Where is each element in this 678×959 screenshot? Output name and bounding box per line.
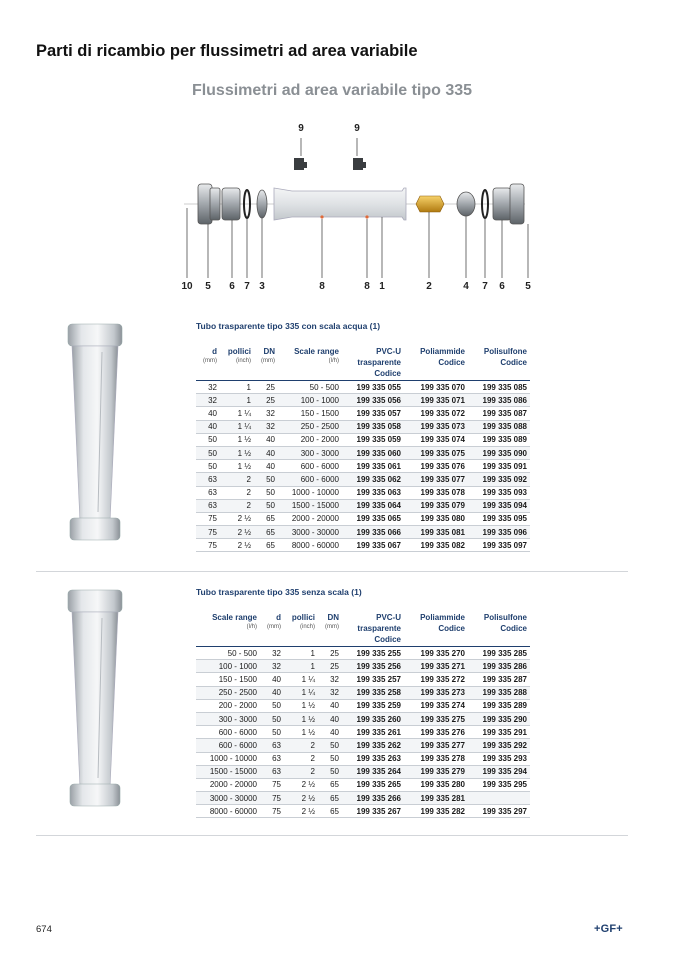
- table-cell: 75: [260, 778, 284, 791]
- table-cell: 32: [318, 686, 342, 699]
- table-cell: 2: [284, 739, 318, 752]
- table-cell: 65: [254, 539, 278, 552]
- page-number: 674: [36, 924, 52, 935]
- table-cell: 50 - 500: [278, 381, 342, 394]
- table-cell: 1000 - 10000: [278, 486, 342, 499]
- table-cell: 199 335 081: [404, 526, 468, 539]
- table-row: [196, 539, 530, 552]
- callout-label: 5: [205, 281, 211, 292]
- table-cell: 25: [254, 394, 278, 407]
- table-cell: 199 335 264: [342, 765, 404, 778]
- table-cell: 199 335 095: [468, 512, 530, 525]
- table-row: [196, 433, 530, 446]
- table-cell: 199 335 276: [404, 726, 468, 739]
- table-cell: 199 335 279: [404, 765, 468, 778]
- table-cell: 199 335 297: [468, 805, 530, 818]
- table-cell: 200 - 2000: [196, 699, 260, 712]
- table-cell: 600 - 6000: [196, 739, 260, 752]
- table-cell: 2: [284, 765, 318, 778]
- table-cell: 199 335 258: [342, 686, 404, 699]
- table-cell: 63: [196, 486, 220, 499]
- table-cell: 199 335 080: [404, 512, 468, 525]
- table-cell: 199 335 255: [342, 647, 404, 660]
- table-cell: 199 335 066: [342, 526, 404, 539]
- table-row: [196, 726, 530, 739]
- callout-label: 9: [298, 123, 304, 134]
- table-cell: 250 - 2500: [278, 420, 342, 433]
- callout-label: 8: [364, 281, 370, 292]
- column-header: Poliammide Codice: [404, 612, 468, 647]
- column-header: d (mm): [260, 612, 284, 647]
- table-cell: 199 335 078: [404, 486, 468, 499]
- table-cell: 2: [220, 499, 254, 512]
- table-cell: 65: [318, 778, 342, 791]
- table-cell: 40: [318, 699, 342, 712]
- exploded-diagram-drawing: [170, 118, 550, 298]
- table-cell: 32: [196, 381, 220, 394]
- table-cell: 199 335 261: [342, 726, 404, 739]
- table-cell: 199 335 075: [404, 446, 468, 459]
- table-cell: 50: [254, 486, 278, 499]
- table-cell: 150 - 1500: [278, 407, 342, 420]
- table-cell: 199 335 086: [468, 394, 530, 407]
- table-row: [196, 712, 530, 725]
- table-cell: 2000 - 20000: [196, 778, 260, 791]
- table-cell: 199 335 072: [404, 407, 468, 420]
- spare-parts-table-without-scale: [196, 612, 530, 818]
- table-cell: 250 - 2500: [196, 686, 260, 699]
- callout-label: 3: [259, 281, 265, 292]
- table-cell: 2 ½: [220, 539, 254, 552]
- table-cell: 32: [318, 673, 342, 686]
- table-cell: 199 335 259: [342, 699, 404, 712]
- table-cell: 65: [254, 526, 278, 539]
- callout-label: 1: [379, 281, 385, 292]
- table-cell: 199 335 059: [342, 433, 404, 446]
- table-cell: 1: [284, 647, 318, 660]
- table-row: [196, 673, 530, 686]
- table-cell: 199 335 073: [404, 420, 468, 433]
- table-cell: 65: [318, 805, 342, 818]
- table-cell: 199 335 056: [342, 394, 404, 407]
- table-row: [196, 446, 530, 459]
- table-row: [196, 460, 530, 473]
- table-cell: 199 335 257: [342, 673, 404, 686]
- table-cell: [468, 792, 530, 805]
- table-cell: 199 335 295: [468, 778, 530, 791]
- table-cell: 199 335 067: [342, 539, 404, 552]
- column-header: PVC-U trasparente Codice: [342, 612, 404, 647]
- table-row: [196, 778, 530, 791]
- table-row: [196, 686, 530, 699]
- table-cell: 50: [318, 765, 342, 778]
- table-cell: 40: [254, 460, 278, 473]
- table-cell: 32: [196, 394, 220, 407]
- table-cell: 25: [254, 381, 278, 394]
- table-cell: 199 335 063: [342, 486, 404, 499]
- table-cell: 199 335 282: [404, 805, 468, 818]
- table-cell: 63: [260, 765, 284, 778]
- table-cell: 199 335 267: [342, 805, 404, 818]
- table-cell: 199 335 277: [404, 739, 468, 752]
- table-row: [196, 407, 530, 420]
- column-header: d (mm): [196, 346, 220, 381]
- table-cell: 100 - 1000: [278, 394, 342, 407]
- table-cell: 65: [318, 792, 342, 805]
- table-cell: 199 335 278: [404, 752, 468, 765]
- table-cell: 50: [254, 499, 278, 512]
- column-header: PVC-U trasparente Codice: [342, 346, 404, 381]
- table-cell: 199 335 062: [342, 473, 404, 486]
- table-cell: 1000 - 10000: [196, 752, 260, 765]
- column-header: DN (mm): [254, 346, 278, 381]
- exploded-diagram: [170, 118, 550, 298]
- table-cell: 1: [220, 394, 254, 407]
- table2-title: Tubo trasparente tipo 335 senza scala (1): [196, 587, 362, 597]
- table-row: [196, 394, 530, 407]
- table-cell: 1500 - 15000: [278, 499, 342, 512]
- table-cell: 199 335 074: [404, 433, 468, 446]
- table-cell: 40: [254, 446, 278, 459]
- table-row: [196, 486, 530, 499]
- table-cell: 199 335 266: [342, 792, 404, 805]
- table-row: [196, 381, 530, 394]
- section-divider: [36, 835, 628, 836]
- column-header: Poliammide Codice: [404, 346, 468, 381]
- table1-title: Tubo trasparente tipo 335 con scala acqua (1): [196, 321, 381, 331]
- table-cell: 1 ¼: [220, 407, 254, 420]
- table-cell: 1 ½: [284, 712, 318, 725]
- table-cell: 199 335 275: [404, 712, 468, 725]
- table-cell: 40: [196, 407, 220, 420]
- table-cell: 199 335 289: [468, 699, 530, 712]
- table-cell: 63: [260, 752, 284, 765]
- table-cell: 300 - 3000: [278, 446, 342, 459]
- table-cell: 75: [260, 792, 284, 805]
- table-cell: 199 335 285: [468, 647, 530, 660]
- table-cell: 32: [260, 660, 284, 673]
- table-cell: 50: [318, 752, 342, 765]
- table-cell: 199 335 093: [468, 486, 530, 499]
- table-cell: 2 ½: [284, 805, 318, 818]
- table-cell: 50: [196, 446, 220, 459]
- table-cell: 199 335 061: [342, 460, 404, 473]
- table-cell: 199 335 262: [342, 739, 404, 752]
- table-cell: 2: [220, 486, 254, 499]
- table-cell: 40: [260, 686, 284, 699]
- table-cell: 199 335 091: [468, 460, 530, 473]
- table-cell: 199 335 260: [342, 712, 404, 725]
- table-cell: 199 335 291: [468, 726, 530, 739]
- table-cell: 1 ½: [220, 433, 254, 446]
- table-cell: 50: [254, 473, 278, 486]
- table-cell: 50: [318, 739, 342, 752]
- table-cell: 199 335 293: [468, 752, 530, 765]
- table-cell: 199 335 077: [404, 473, 468, 486]
- table-row: [196, 660, 530, 673]
- table-cell: 199 335 265: [342, 778, 404, 791]
- table-cell: 199 335 087: [468, 407, 530, 420]
- table-cell: 199 335 088: [468, 420, 530, 433]
- table-row: [196, 752, 530, 765]
- table-row: [196, 512, 530, 525]
- table-cell: 2 ½: [284, 778, 318, 791]
- callout-label: 7: [244, 281, 250, 292]
- column-header: Scale range (l/h): [196, 612, 260, 647]
- table-cell: 199 335 292: [468, 739, 530, 752]
- table-cell: 1: [284, 660, 318, 673]
- table-row: [196, 499, 530, 512]
- table-cell: 3000 - 30000: [196, 792, 260, 805]
- table-cell: 2 ½: [284, 792, 318, 805]
- callout-label: 9: [354, 123, 360, 134]
- table-cell: 199 335 079: [404, 499, 468, 512]
- table-cell: 50: [196, 433, 220, 446]
- table-cell: 199 335 064: [342, 499, 404, 512]
- table-cell: 100 - 1000: [196, 660, 260, 673]
- table-cell: 50: [260, 699, 284, 712]
- table-cell: 63: [196, 499, 220, 512]
- table-cell: 75: [196, 526, 220, 539]
- page-subtitle: Flussimetri ad area variabile tipo 335: [191, 82, 473, 99]
- table-cell: 300 - 3000: [196, 712, 260, 725]
- table-cell: 600 - 6000: [278, 473, 342, 486]
- table-cell: 2 ½: [220, 526, 254, 539]
- table-cell: 32: [260, 647, 284, 660]
- table-cell: 600 - 6000: [196, 726, 260, 739]
- table-cell: 8000 - 60000: [196, 805, 260, 818]
- callout-label: 6: [229, 281, 235, 292]
- table-cell: 200 - 2000: [278, 433, 342, 446]
- callout-label: 4: [463, 281, 469, 292]
- table-cell: 1 ¼: [284, 673, 318, 686]
- table-cell: 199 335 263: [342, 752, 404, 765]
- table-cell: 199 335 085: [468, 381, 530, 394]
- table-cell: 75: [196, 539, 220, 552]
- table-cell: 50 - 500: [196, 647, 260, 660]
- tube-image: [62, 322, 128, 544]
- table-cell: 199 335 055: [342, 381, 404, 394]
- column-header: Polisulfone Codice: [468, 612, 530, 647]
- callout-label: 10: [181, 281, 193, 292]
- table-cell: 40: [254, 433, 278, 446]
- table-row: [196, 805, 530, 818]
- table-cell: 199 335 274: [404, 699, 468, 712]
- table-cell: 32: [254, 407, 278, 420]
- table-cell: 50: [260, 726, 284, 739]
- table-cell: 1 ½: [284, 699, 318, 712]
- callout-label: 5: [525, 281, 531, 292]
- table-row: [196, 420, 530, 433]
- table-cell: 199 335 096: [468, 526, 530, 539]
- table-cell: 2: [284, 752, 318, 765]
- table-cell: 199 335 092: [468, 473, 530, 486]
- spare-parts-table-with-scale: [196, 346, 530, 552]
- table-cell: 63: [260, 739, 284, 752]
- table-cell: 1 ½: [284, 726, 318, 739]
- table-cell: 199 335 286: [468, 660, 530, 673]
- table-cell: 199 335 060: [342, 446, 404, 459]
- table-cell: 1: [220, 381, 254, 394]
- table-cell: 2: [220, 473, 254, 486]
- table-cell: 75: [260, 805, 284, 818]
- table-row: [196, 765, 530, 778]
- table-cell: 2000 - 20000: [278, 512, 342, 525]
- callout-label: 7: [482, 281, 488, 292]
- table-cell: 199 335 290: [468, 712, 530, 725]
- table-cell: 32: [254, 420, 278, 433]
- table-cell: 199 335 273: [404, 686, 468, 699]
- table-cell: 3000 - 30000: [278, 526, 342, 539]
- table-cell: 1 ½: [220, 460, 254, 473]
- table-cell: 150 - 1500: [196, 673, 260, 686]
- table-cell: 199 335 082: [404, 539, 468, 552]
- table-cell: 199 335 271: [404, 660, 468, 673]
- table-cell: 1500 - 15000: [196, 765, 260, 778]
- tube-image: [62, 588, 128, 810]
- table-cell: 2 ½: [220, 512, 254, 525]
- table-cell: 63: [196, 473, 220, 486]
- table-cell: 50: [196, 460, 220, 473]
- table-cell: 8000 - 60000: [278, 539, 342, 552]
- table-cell: 199 335 089: [468, 433, 530, 446]
- table-cell: 199 335 076: [404, 460, 468, 473]
- column-header: Polisulfone Codice: [468, 346, 530, 381]
- table-row: [196, 647, 530, 660]
- table-row: [196, 699, 530, 712]
- table-cell: 199 335 288: [468, 686, 530, 699]
- table-cell: 199 335 071: [404, 394, 468, 407]
- table-cell: 199 335 058: [342, 420, 404, 433]
- table-cell: 65: [254, 512, 278, 525]
- table-cell: 50: [260, 712, 284, 725]
- table-cell: 40: [260, 673, 284, 686]
- column-header: Scale range (l/h): [278, 346, 342, 381]
- table-cell: 199 335 090: [468, 446, 530, 459]
- table-cell: 199 335 281: [404, 792, 468, 805]
- table-row: [196, 526, 530, 539]
- table-cell: 40: [318, 726, 342, 739]
- table-cell: 199 335 256: [342, 660, 404, 673]
- table-cell: 199 335 094: [468, 499, 530, 512]
- table-cell: 199 335 097: [468, 539, 530, 552]
- table-cell: 199 335 057: [342, 407, 404, 420]
- table-cell: 199 335 065: [342, 512, 404, 525]
- table-cell: 75: [196, 512, 220, 525]
- column-header: pollici (inch): [284, 612, 318, 647]
- table-cell: 1 ¼: [220, 420, 254, 433]
- table-cell: 199 335 070: [404, 381, 468, 394]
- callout-label: 2: [426, 281, 432, 292]
- table-cell: 199 335 294: [468, 765, 530, 778]
- table-cell: 199 335 287: [468, 673, 530, 686]
- column-header: pollici (inch): [220, 346, 254, 381]
- table-row: [196, 473, 530, 486]
- table-cell: 40: [196, 420, 220, 433]
- table-cell: 600 - 6000: [278, 460, 342, 473]
- table-cell: 199 335 270: [404, 647, 468, 660]
- table-cell: 199 335 272: [404, 673, 468, 686]
- table-cell: 199 335 280: [404, 778, 468, 791]
- table-cell: 25: [318, 660, 342, 673]
- table-cell: 40: [318, 712, 342, 725]
- table-cell: 25: [318, 647, 342, 660]
- gf-logo: +GF+: [594, 923, 623, 935]
- column-header: DN (mm): [318, 612, 342, 647]
- callout-label: 6: [499, 281, 505, 292]
- section-divider: [36, 571, 628, 572]
- table-row: [196, 792, 530, 805]
- table-row: [196, 739, 530, 752]
- table-cell: 1 ¼: [284, 686, 318, 699]
- callout-label: 8: [319, 281, 325, 292]
- table-cell: 1 ½: [220, 446, 254, 459]
- page-title: Parti di ricambio per flussimetri ad area variabile: [36, 42, 418, 60]
